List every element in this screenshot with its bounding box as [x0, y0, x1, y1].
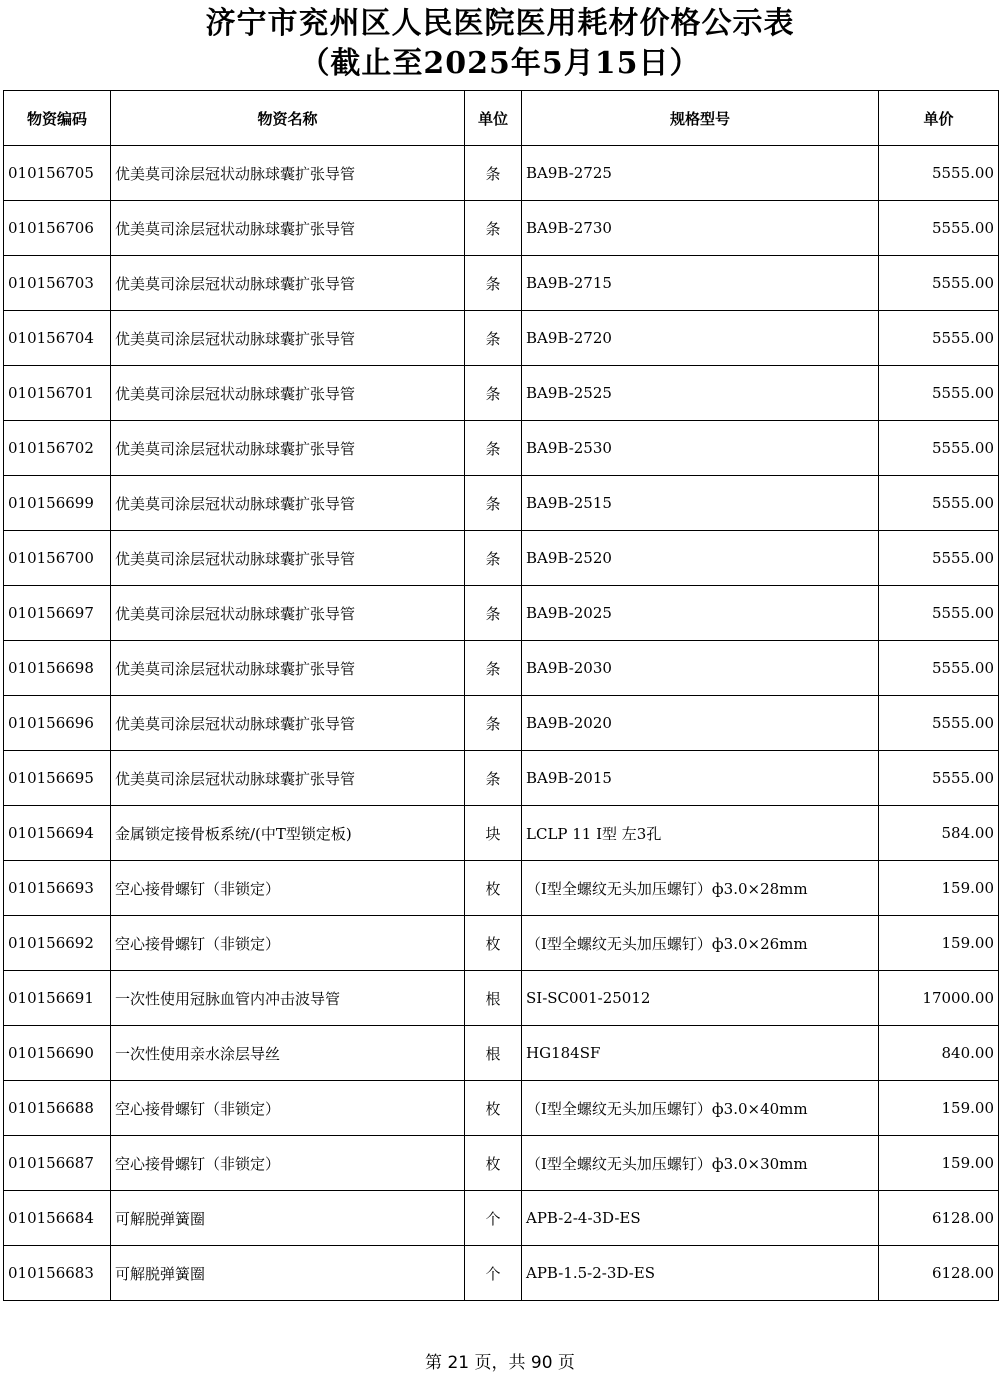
cell-price: 584.00	[879, 806, 999, 861]
cell-price: 17000.00	[879, 971, 999, 1026]
cell-name: 可解脱弹簧圈	[111, 1191, 465, 1246]
cell-spec: LCLP 11 Ⅰ型 左3孔	[522, 806, 879, 861]
cell-unit: 枚	[465, 1081, 522, 1136]
cell-spec: SI-SC001-25012	[522, 971, 879, 1026]
cell-code: 010156696	[4, 696, 111, 751]
table-row	[4, 916, 999, 971]
cell-name: 空心接骨螺钉（非锁定）	[111, 916, 465, 971]
cell-name: 空心接骨螺钉（非锁定）	[111, 1136, 465, 1191]
cell-spec: BA9B-2730	[522, 201, 879, 256]
cell-unit: 条	[465, 201, 522, 256]
header-spec: 规格型号	[522, 91, 879, 146]
header-name: 物资名称	[111, 91, 465, 146]
table-row	[4, 806, 999, 861]
cell-name: 一次性使用亲水涂层导丝	[111, 1026, 465, 1081]
cell-code: 010156704	[4, 311, 111, 366]
cell-name: 可解脱弹簧圈	[111, 1246, 465, 1301]
cell-unit: 条	[465, 586, 522, 641]
table-row	[4, 531, 999, 586]
document-title: 济宁市兖州区人民医院医用耗材价格公示表	[205, 6, 795, 41]
cell-spec: BA9B-2515	[522, 476, 879, 531]
cell-spec: BA9B-2530	[522, 421, 879, 476]
table-row	[4, 1026, 999, 1081]
cell-price: 5555.00	[879, 696, 999, 751]
cell-unit: 个	[465, 1246, 522, 1301]
cell-name: 空心接骨螺钉（非锁定）	[111, 1081, 465, 1136]
cell-spec: BA9B-2015	[522, 751, 879, 806]
cell-code: 010156695	[4, 751, 111, 806]
table-row	[4, 586, 999, 641]
table-row	[4, 256, 999, 311]
cell-spec: （I型全螺纹无头加压螺钉）ф3.0×28mm	[522, 861, 879, 916]
cell-unit: 条	[465, 696, 522, 751]
cell-code: 010156684	[4, 1191, 111, 1246]
cell-name: 一次性使用冠脉血管内冲击波导管	[111, 971, 465, 1026]
cell-unit: 块	[465, 806, 522, 861]
cell-code: 010156694	[4, 806, 111, 861]
cell-name: 优美莫司涂层冠状动脉球囊扩张导管	[111, 476, 465, 531]
cell-unit: 条	[465, 366, 522, 421]
cell-price: 5555.00	[879, 256, 999, 311]
cell-unit: 条	[465, 146, 522, 201]
cell-name: 优美莫司涂层冠状动脉球囊扩张导管	[111, 366, 465, 421]
table-row	[4, 366, 999, 421]
cell-price: 159.00	[879, 916, 999, 971]
cell-spec: HG184SF	[522, 1026, 879, 1081]
cell-spec: （I型全螺纹无头加压螺钉）ф3.0×40mm	[522, 1081, 879, 1136]
header-price: 单价	[879, 91, 999, 146]
cell-unit: 枚	[465, 1136, 522, 1191]
cell-code: 010156690	[4, 1026, 111, 1081]
cell-code: 010156688	[4, 1081, 111, 1136]
cell-spec: BA9B-2520	[522, 531, 879, 586]
cell-unit: 条	[465, 311, 522, 366]
table-row	[4, 1246, 999, 1301]
cell-price: 159.00	[879, 861, 999, 916]
cell-code: 010156702	[4, 421, 111, 476]
table-row	[4, 1136, 999, 1191]
cell-spec: BA9B-2715	[522, 256, 879, 311]
cell-spec: （I型全螺纹无头加压螺钉）ф3.0×30mm	[522, 1136, 879, 1191]
cell-spec: BA9B-2030	[522, 641, 879, 696]
cell-price: 5555.00	[879, 641, 999, 696]
cell-code: 010156701	[4, 366, 111, 421]
cell-spec: BA9B-2020	[522, 696, 879, 751]
cell-code: 010156705	[4, 146, 111, 201]
cell-spec: BA9B-2025	[522, 586, 879, 641]
table-row	[4, 971, 999, 1026]
table-row	[4, 201, 999, 256]
cell-name: 优美莫司涂层冠状动脉球囊扩张导管	[111, 531, 465, 586]
cell-price: 5555.00	[879, 421, 999, 476]
cell-price: 5555.00	[879, 476, 999, 531]
cell-code: 010156703	[4, 256, 111, 311]
cell-price: 5555.00	[879, 311, 999, 366]
cell-name: 优美莫司涂层冠状动脉球囊扩张导管	[111, 201, 465, 256]
document-subtitle-date: （截止至2025年5月15日）	[299, 46, 701, 81]
cell-name: 优美莫司涂层冠状动脉球囊扩张导管	[111, 641, 465, 696]
cell-name: 优美莫司涂层冠状动脉球囊扩张导管	[111, 586, 465, 641]
cell-code: 010156700	[4, 531, 111, 586]
cell-unit: 条	[465, 421, 522, 476]
table-row	[4, 696, 999, 751]
table-row	[4, 476, 999, 531]
cell-code: 010156693	[4, 861, 111, 916]
cell-code: 010156683	[4, 1246, 111, 1301]
cell-price: 840.00	[879, 1026, 999, 1081]
table-row	[4, 311, 999, 366]
cell-price: 5555.00	[879, 201, 999, 256]
cell-unit: 条	[465, 751, 522, 806]
table-row	[4, 1191, 999, 1246]
cell-code: 010156706	[4, 201, 111, 256]
cell-spec: BA9B-2725	[522, 146, 879, 201]
cell-code: 010156699	[4, 476, 111, 531]
table-row	[4, 421, 999, 476]
cell-spec: APB-2-4-3D-ES	[522, 1191, 879, 1246]
cell-unit: 枚	[465, 861, 522, 916]
cell-code: 010156698	[4, 641, 111, 696]
cell-code: 010156692	[4, 916, 111, 971]
cell-price: 5555.00	[879, 531, 999, 586]
cell-spec: APB-1.5-2-3D-ES	[522, 1246, 879, 1301]
cell-unit: 个	[465, 1191, 522, 1246]
table-row	[4, 751, 999, 806]
cell-name: 优美莫司涂层冠状动脉球囊扩张导管	[111, 421, 465, 476]
cell-spec: BA9B-2720	[522, 311, 879, 366]
cell-unit: 条	[465, 531, 522, 586]
cell-unit: 枚	[465, 916, 522, 971]
cell-price: 5555.00	[879, 366, 999, 421]
cell-spec: BA9B-2525	[522, 366, 879, 421]
table-row	[4, 146, 999, 201]
page-number: 第 21 页，共 90 页	[425, 1353, 575, 1373]
header-unit: 单位	[465, 91, 522, 146]
header-code: 物资编码	[4, 91, 111, 146]
cell-name: 优美莫司涂层冠状动脉球囊扩张导管	[111, 146, 465, 201]
cell-name: 优美莫司涂层冠状动脉球囊扩张导管	[111, 256, 465, 311]
cell-unit: 条	[465, 256, 522, 311]
cell-price: 5555.00	[879, 586, 999, 641]
price-table	[3, 90, 999, 1301]
cell-code: 010156691	[4, 971, 111, 1026]
cell-name: 空心接骨螺钉（非锁定）	[111, 861, 465, 916]
cell-name: 优美莫司涂层冠状动脉球囊扩张导管	[111, 311, 465, 366]
cell-code: 010156697	[4, 586, 111, 641]
cell-name: 优美莫司涂层冠状动脉球囊扩张导管	[111, 751, 465, 806]
cell-price: 159.00	[879, 1136, 999, 1191]
cell-spec: （I型全螺纹无头加压螺钉）ф3.0×26mm	[522, 916, 879, 971]
cell-price: 5555.00	[879, 751, 999, 806]
cell-code: 010156687	[4, 1136, 111, 1191]
table-row	[4, 641, 999, 696]
table-header-row	[4, 91, 999, 146]
table-body	[4, 146, 999, 1301]
cell-name: 金属锁定接骨板系统/(中T型锁定板)	[111, 806, 465, 861]
cell-price: 6128.00	[879, 1246, 999, 1301]
cell-price: 6128.00	[879, 1191, 999, 1246]
cell-unit: 条	[465, 641, 522, 696]
table-row	[4, 861, 999, 916]
table-row	[4, 1081, 999, 1136]
cell-price: 5555.00	[879, 146, 999, 201]
cell-price: 159.00	[879, 1081, 999, 1136]
cell-unit: 条	[465, 476, 522, 531]
cell-name: 优美莫司涂层冠状动脉球囊扩张导管	[111, 696, 465, 751]
cell-unit: 根	[465, 1026, 522, 1081]
cell-unit: 根	[465, 971, 522, 1026]
